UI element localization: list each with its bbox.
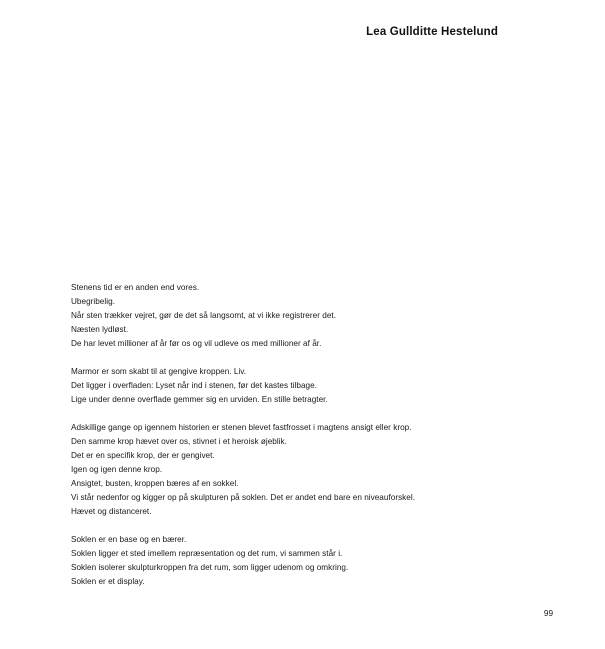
text-line: Adskillige gange op igennem historien er stenen blevet fastfrosset i magtens ansigt eller krop. <box>71 423 412 432</box>
text-line: Den samme krop hævet over os, stivnet i et heroisk øjeblik. <box>71 437 287 446</box>
text-line: Igen og igen denne krop. <box>71 465 163 474</box>
text-line: Ansigtet, busten, kroppen bæres af en sokkel. <box>71 479 239 488</box>
paragraph <box>71 365 511 407</box>
text-line: Når sten trækker vejret, gør de det så langsomt, at vi ikke registrerer det. <box>71 311 336 320</box>
running-head-author: Lea Gullditte Hestelund <box>366 26 498 38</box>
text-line: Soklen ligger et sted imellem repræsentation og det rum, vi sammen står i. <box>71 549 343 558</box>
text-line: Marmor er som skabt til at gengive kroppen. Liv. <box>71 367 247 376</box>
text-line: Soklen isolerer skulpturkroppen fra det rum, som ligger udenom og omkring. <box>71 563 349 572</box>
text-line: De har levet millioner af år før os og vil udleve os med millioner af år. <box>71 339 322 348</box>
text-line: Soklen er et display. <box>71 577 145 586</box>
body-text-container <box>71 281 511 589</box>
page-number: 99 <box>543 609 553 618</box>
text-line: Næsten lydløst. <box>71 325 129 334</box>
text-line: Vi står nedenfor og kigger op på skulpturen på soklen. Det er andet end bare en niveauforskel. <box>71 493 416 502</box>
text-line: Lige under denne overflade gemmer sig en urviden. En stille betragter. <box>71 395 328 404</box>
text-line: Det ligger i overfladen: Lyset når ind i stenen, før det kastes tilbage. <box>71 381 317 390</box>
text-line: Soklen er en base og en bærer. <box>71 535 187 544</box>
paragraph <box>71 533 511 589</box>
text-line: Stenens tid er en anden end vores. <box>71 283 200 292</box>
text-line: Det er en specifik krop, der er gengivet. <box>71 451 215 460</box>
text-line: Ubegribelig. <box>71 297 115 306</box>
text-line: Hævet og distanceret. <box>71 507 152 516</box>
paragraph <box>71 421 511 519</box>
paragraph <box>71 281 511 351</box>
